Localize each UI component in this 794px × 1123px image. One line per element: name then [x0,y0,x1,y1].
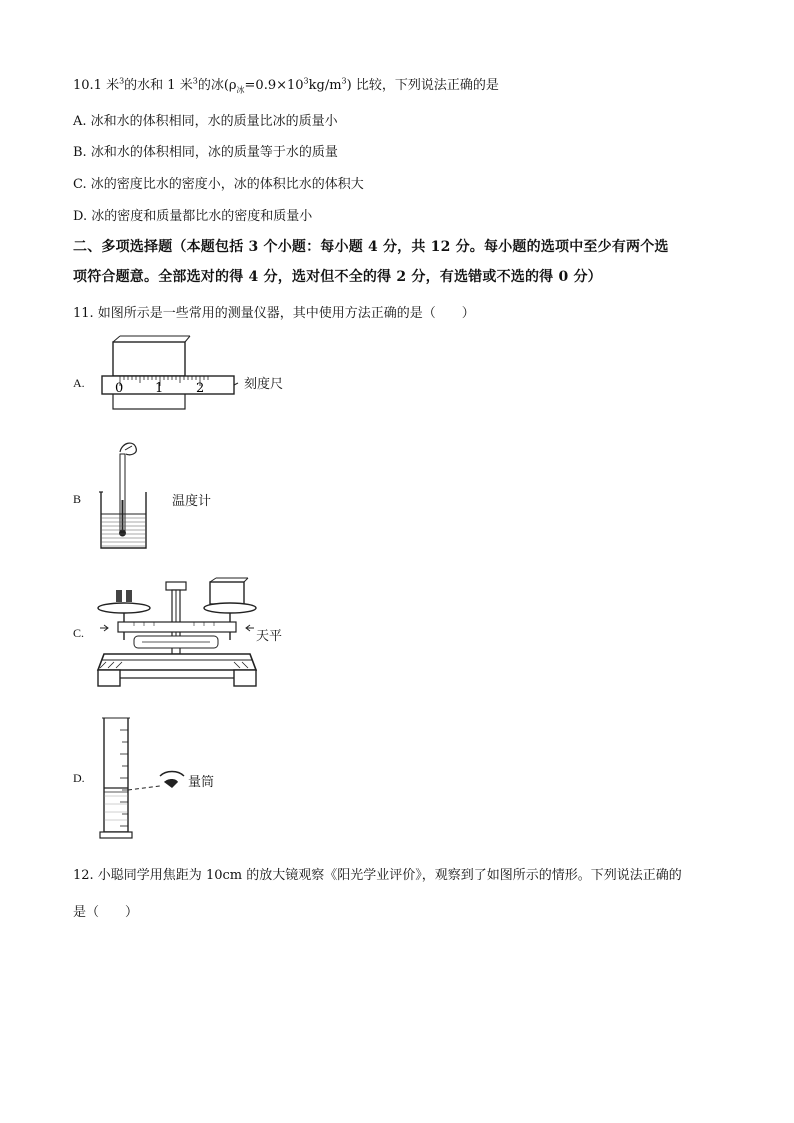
q11-option-d-caption: 量筒 [188,775,215,790]
q11-option-c-caption: 天平 [256,629,283,644]
q12-stem-line1: 12. 小聪同学用焦距为 10cm 的放大镜观察《阳光学业评价》，观察到了如图所示的情形。下列说法正确的 [73,868,682,883]
ruler-mark-1: 1 [155,381,164,396]
q11-stem: 11. 如图所示是一些常用的测量仪器，其中使用方法正确的是（ ） [73,306,475,321]
thermometer-figure [98,440,158,550]
section-2-heading-line2: 项符合题意。全部选对的得 4 分，选对但不全的得 2 分，有选错或不选的得 0 分） [73,269,602,285]
q10-option-c: C. 冰的密度比水的密度小，冰的体积比水的体积大 [73,177,364,192]
q10-option-b: B. 冰和水的体积相同，冰的质量等于水的质量 [73,145,338,160]
q11-option-d-letter: D. [73,771,85,785]
q10-option-d: D. 冰的密度和质量都比水的密度和质量小 [73,209,313,224]
q11-option-b-letter: B [73,492,82,506]
q11-option-c-letter: C. [73,626,85,640]
q11-option-a-caption: 刻度尺 [244,377,284,392]
ruler-mark-0: 0 [115,381,124,396]
q11-option-a-letter: A. [73,376,85,390]
q11-option-b-caption: 温度计 [172,494,212,509]
q12-stem-line2: 是（ ） [73,905,139,920]
q10-option-a: A. 冰和水的体积相同，水的质量比冰的质量小 [73,114,338,129]
balance-figure [94,578,264,690]
section-2-heading-line1: 二、多项选择题（本题包括 3 个小题：每小题 4 分，共 12 分。每小题的选项中至少有两个选 [73,239,669,255]
q10-stem: 10.1 米$^3$的水和 1 米$^3$的冰$(\rho_冰=0.9\times 10^3kg/m^3)$ 比较，下列说法正确的是 [73,76,499,95]
graduated-cylinder-figure [98,716,188,840]
ruler-mark-2: 2 [196,381,205,396]
ruler-figure [100,340,240,410]
